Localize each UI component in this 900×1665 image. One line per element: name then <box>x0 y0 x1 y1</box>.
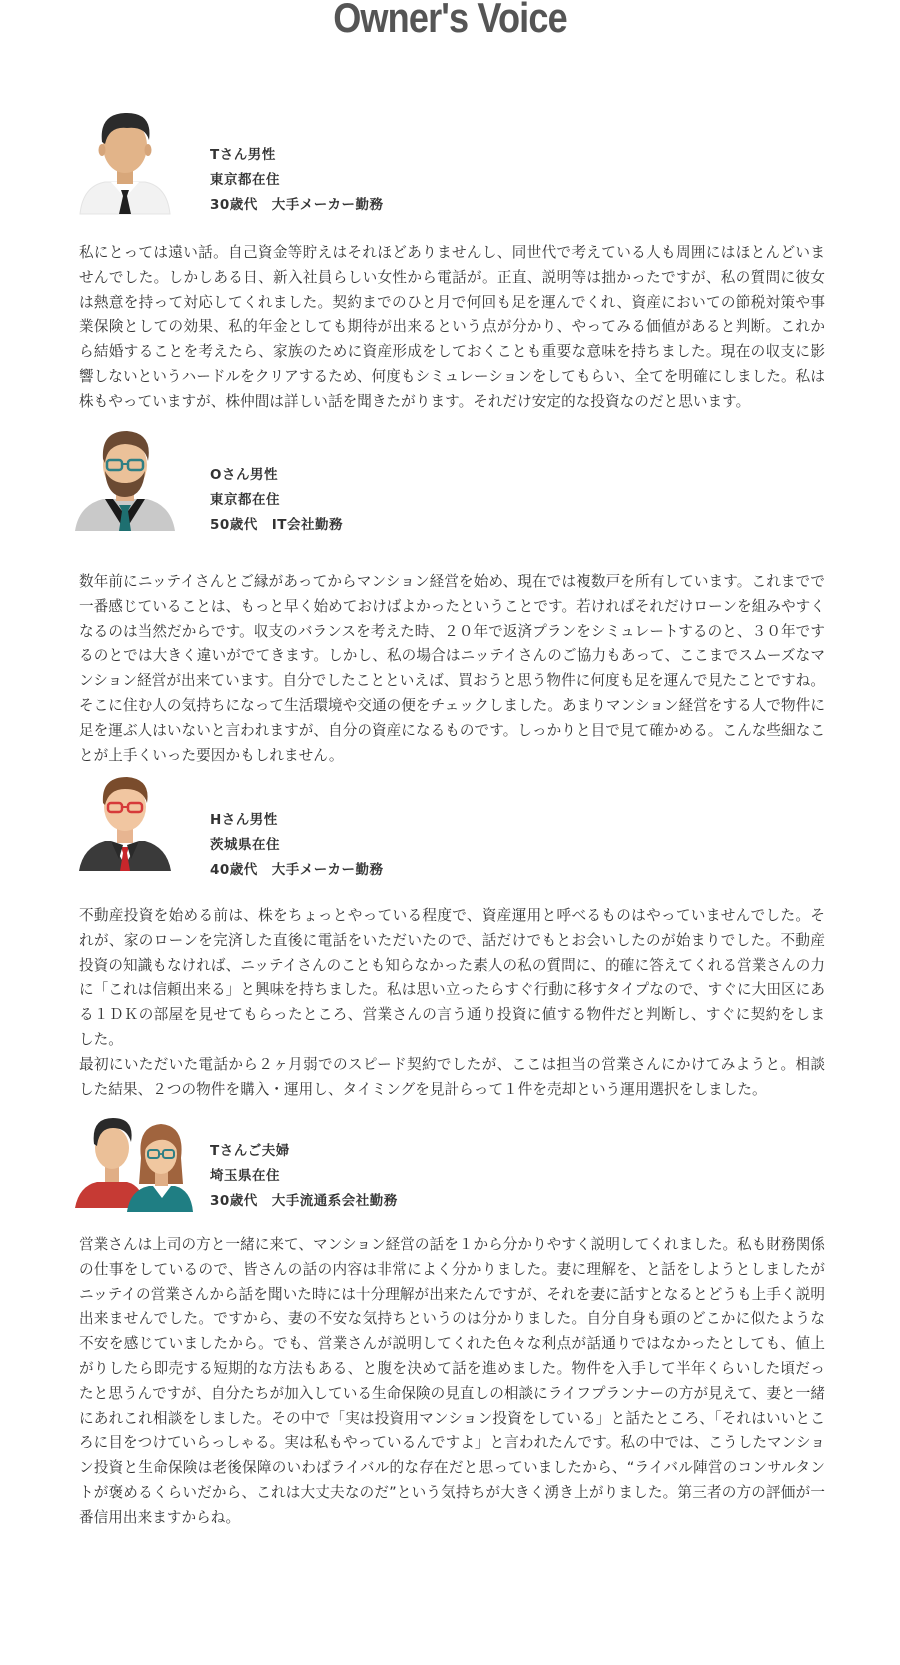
profile-info <box>210 463 343 538</box>
profile-occupation: 40歳代 大手メーカー勤務 <box>210 862 384 878</box>
testimonial-paragraph: 数年前にニッテイさんとご縁があってからマンション経営を始め、現在では複数戸を所有しています。これまでで一番感じていることは、もっと早く始めておけばよかったということです。若ければそれだけローンを組みやすくなるのは当然だからです。収支のバランスを考えた時、２０年で返済プランをシミュレートするのと、３０年でするのとでは大きく違いがでてきます。しかし、私の場合はニッテイさんのご協力もあって、ここまでスムーズなマンション経営が出来ています。自分でしたことといえば、買おうと思う物件に何度も足を運んで見たことですね。そこに住む人の気持ちになって生活環境や交通の便をチェックしました。あまりマンション経営をする人で物件に足を運ぶ人はいないと言われますが、自分の資産になるものです。しっかりと目で見て確かめる。こんな些細なことが上手くいった要因かもしれません。 <box>79 573 825 764</box>
testimonial-paragraph: 営業さんは上司の方と一緒に来て、マンション経営の話を１から分かりやすく説明してくれました。私も財務関係の仕事をしているので、皆さんの話の内容は非常によく分かりました。妻に理解を、と話をしようとしましたがニッテイの営業さんから話を聞いた時には十分理解が出来たんですが、それを妻に話すとなるとどうも上手く説明出来ませんでした。ですから、妻の不安な気持ちというのは分かりました。自分自身も頭のどこかに似たような不安を感じていましたから。でも、営業さんが説明してくれた色々な利点が話通りではなかったとしても、値上がりしたら即売する短期的な方法もある、と腹を決めて話を進めました。物件を入手して半年くらいした頃だったと思うんですが、自分たちが加入している生命保険の見直しの相談にライフプランナーの方が見えて、妻と一緒にあれこれ相談をしました。その中で「実は投資用マンション投資をしている」と話たところ、「それはいいところに目をつけていらっしゃる。実は私もやっているんですよ」と言われたんです。私の中では、こうしたマンション投資と生命保険は老後保障のいわばライバル的な存在だと思っていましたから、“ライバル陣営のコンサルタントが褒めるくらいだから、これは大丈夫なのだ”という気持ちが大きく湧き上がりました。第三者の方の評価が一番信用出来ますからね。 <box>79 1236 825 1526</box>
profile-occupation: 30歳代 大手流通系会社勤務 <box>210 1193 398 1209</box>
testimonial-paragraph: 最初にいただいた電話から２ヶ月弱でのスピード契約でしたが、ここは担当の営業さんにかけてみようと。相談した結果、２つの物件を購入・運用し、タイミングを見計らって１件を売却という運用選択をしました。 <box>79 1055 825 1098</box>
profile-residence: 東京都在住 <box>210 492 280 508</box>
profile-occupation: 50歳代 IT会社勤務 <box>210 517 344 533</box>
profile-info <box>210 808 384 883</box>
profile-occupation: 30歳代 大手メーカー勤務 <box>210 197 384 213</box>
testimonial-paragraph: 不動産投資を始める前は、株をちょっとやっている程度で、資産運用と呼べるものはやっていませんでした。それが、家のローンを完済した直後に電話をいただいたので、話だけでもとお会いしたのが始まりでした。不動産投資の知識もなければ、ニッテイさんのことも知らなかった素人の私の質問に、的確に答えてくれる営業さんの力に「これは信頼出来る」と興味を持ちました。私は思い立ったらすぐ行動に移すタイプなので、すぐに大田区にある１ＤＫの部屋を見せてもらったところ、営業さんの言う通り投資に値する物件だと判断し、すぐに契約をしました。 <box>79 907 825 1048</box>
profile-residence: 埼玉県在住 <box>210 1168 280 1184</box>
man-black-tie-icon <box>75 106 175 216</box>
profile-residence: 茨城県在住 <box>210 837 280 853</box>
profile-name: Hさん男性 <box>210 812 278 828</box>
testimonial-paragraph: 私にとっては遠い話。自己資金等貯えはそれほどありませんし、同世代で考えている人も周囲にはほとんどいませんでした。しかしある日、新入社員らしい女性から電話が。正直、説明等は拙かったですが、私の質問に彼女は熱意を持って対応してくれました。契約までのひと月で何回も足を運んでくれ、資産においての節税対策や事業保険としての効果、私的年金としても期待が出来るという点が分かり、やってみる価値があると判断。これから結婚することを考えたら、家族のために資産形成をしておくことも重要な意味を持ちました。現在の収支に影響しないというハードルをクリアするため、何度もシミュレーションをしてもらい、全てを明確にしました。私は株もやっていますが、株仲間は詳しい話を聞きたがります。それだけ安定的な投資なのだと思います。 <box>79 244 825 410</box>
bearded-man-glasses-icon <box>75 427 175 537</box>
profile-name: Tさん男性 <box>210 147 276 163</box>
couple-icon <box>75 1112 195 1212</box>
profile-info <box>210 1139 398 1214</box>
man-red-glasses-icon <box>75 773 175 883</box>
page-title: Owner's Voice <box>333 0 567 41</box>
testimonial-text <box>79 1233 825 1531</box>
profile-info <box>210 143 384 218</box>
testimonial-text <box>79 570 825 768</box>
profile-name: Oさん男性 <box>210 467 278 483</box>
testimonial-text <box>79 904 825 1102</box>
profile-name: Tさんご夫婦 <box>210 1143 290 1159</box>
testimonial-text <box>79 241 825 415</box>
profile-residence: 東京都在住 <box>210 172 280 188</box>
